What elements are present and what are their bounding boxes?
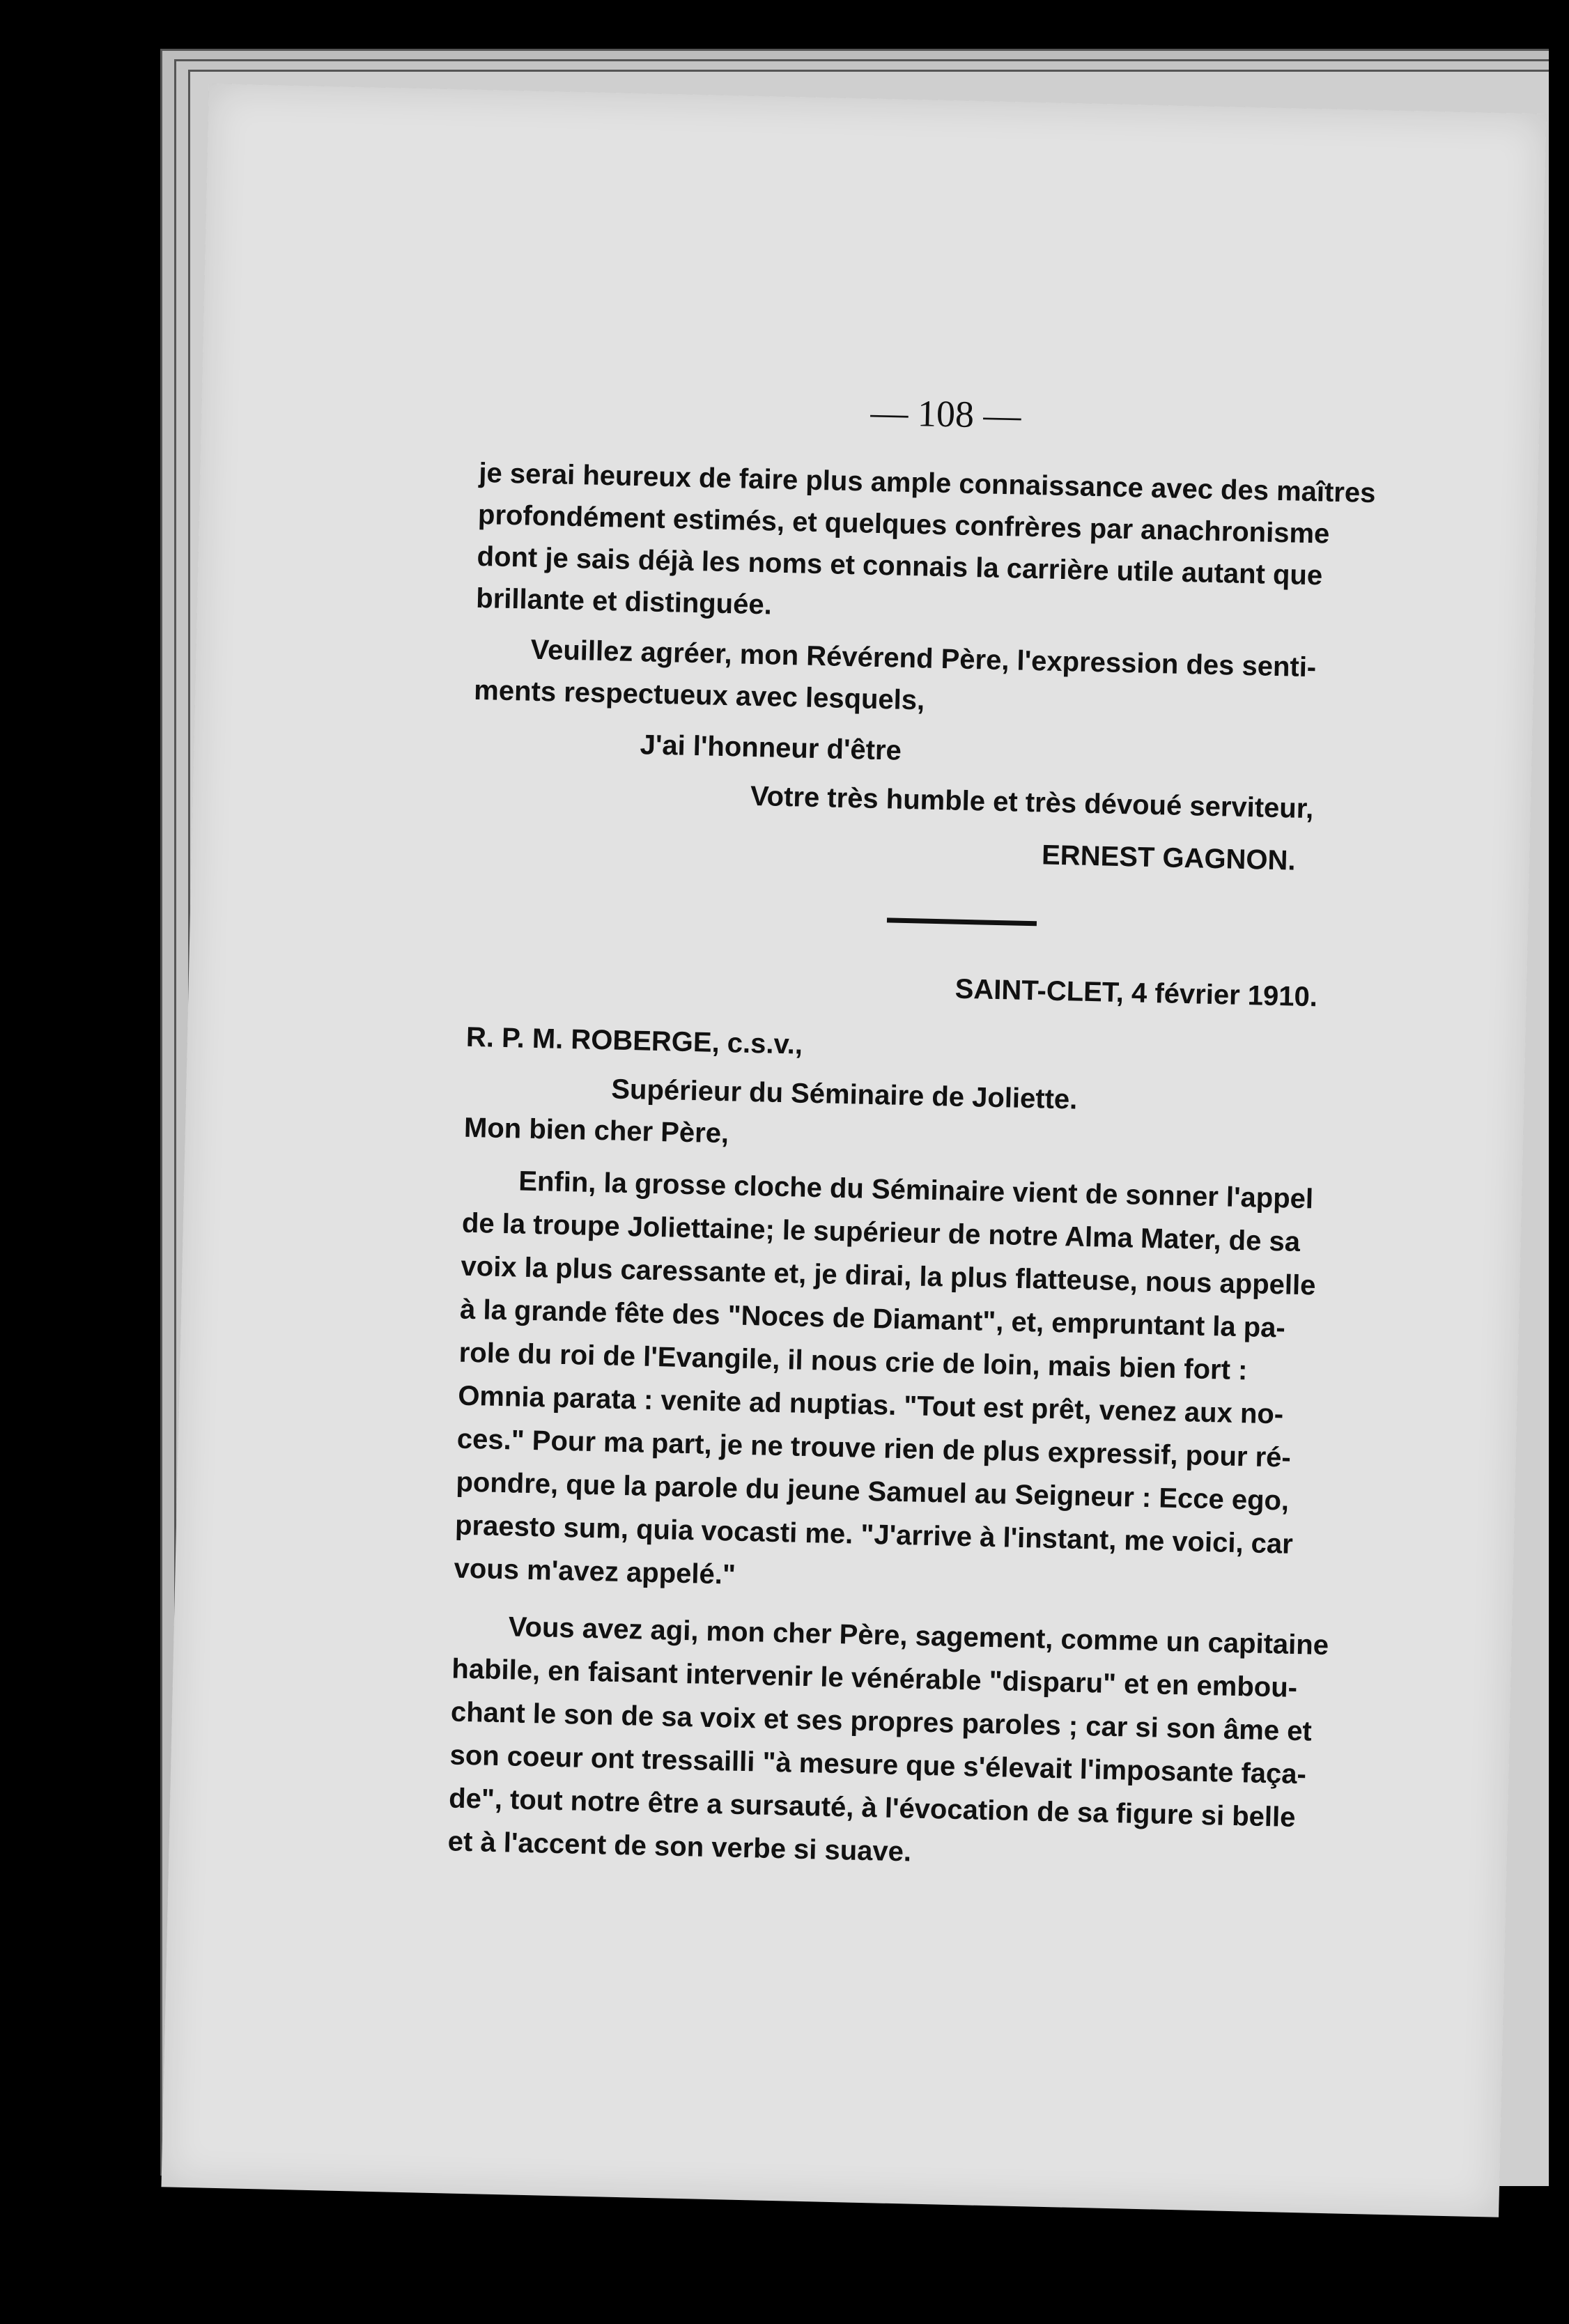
document-page: [161, 84, 1546, 2217]
letter2-addressee-title: Supérieur du Séminaire de Joliette.: [610, 1074, 1078, 1115]
paragraph-line: habile, en faisant intervenir le vénérable "disparu" et en embou-: [451, 1653, 1298, 1704]
paragraph-line: voix la plus caressante et, je dirai, la plus flatteuse, nous appelle: [461, 1250, 1316, 1301]
letter1-body-line: brillante et distinguée.: [475, 582, 773, 621]
letter1-body-line: dont je sais déjà les noms et connais la carrière utile autant que: [477, 541, 1323, 591]
paragraph-line: Vous avez agi, mon cher Père, sagement, comme un capitaine: [508, 1611, 1329, 1661]
letter1-signature: ERNEST GAGNON.: [1041, 839, 1297, 876]
paragraph-line: à la grande fête des "Noces de Diamant", et, empruntant la pa-: [459, 1294, 1286, 1344]
letter2-place-date: SAINT-CLET, 4 février 1910.: [954, 973, 1318, 1013]
letter2-addressee: R. P. M. ROBERGE, c.s.v.,: [465, 1021, 803, 1060]
page-number: — 108 —: [869, 391, 1022, 437]
paragraph-line: et à l'accent de son verbe si suave.: [447, 1826, 912, 1868]
paragraph-line: pondre, que la parole du jeune Samuel au Seigneur : Ecce ego,: [456, 1466, 1290, 1517]
paragraph-line: chant le son de sa voix et ses propres paroles ; car si son âme et: [450, 1696, 1313, 1747]
letter1-closing-line: Veuillez agréer, mon Révérend Père, l'expression des senti-: [530, 634, 1317, 683]
paragraph-line: vous m'avez appelé.": [454, 1553, 736, 1590]
paragraph-line: de", tout notre être a sursauté, à l'évocation de sa figure si belle: [448, 1783, 1296, 1834]
paragraph-line: ces." Pour ma part, je ne trouve rien de plus expressif, pour ré-: [456, 1423, 1292, 1473]
letter1-honour: J'ai l'honneur d'être: [640, 729, 902, 766]
letter1-body-line: je serai heureux de faire plus ample connaissance avec des maîtres: [478, 457, 1376, 509]
paragraph-line: role du roi de l'Evangile, il nous crie de loin, mais bien fort :: [458, 1337, 1248, 1386]
letter2-salutation: Mon bien cher Père,: [463, 1112, 729, 1149]
paragraph-line: Enfin, la grosse cloche du Séminaire vient de sonner l'appel: [518, 1165, 1314, 1215]
paragraph-line: praesto sum, quia vocasti me. "J'arrive à l'instant, me voici, car: [454, 1510, 1294, 1560]
paragraph-line: Omnia parata : venite ad nuptias. "Tout est prêt, venez aux no-: [457, 1380, 1284, 1430]
section-divider: [887, 917, 1037, 926]
paragraph-line: de la troupe Joliettaine; le supérieur de notre Alma Mater, de sa: [461, 1207, 1301, 1257]
paragraph-line: son coeur ont tressailli "à mesure que s'élevait l'imposante faça-: [449, 1740, 1307, 1790]
letter1-body-line: profondément estimés, et quelques confrères par anachronisme: [477, 499, 1330, 550]
letter1-closing-line: ments respectueux avec lesquels,: [473, 674, 925, 716]
letter1-valediction: Votre très humble et très dévoué serviteur,: [750, 780, 1314, 825]
